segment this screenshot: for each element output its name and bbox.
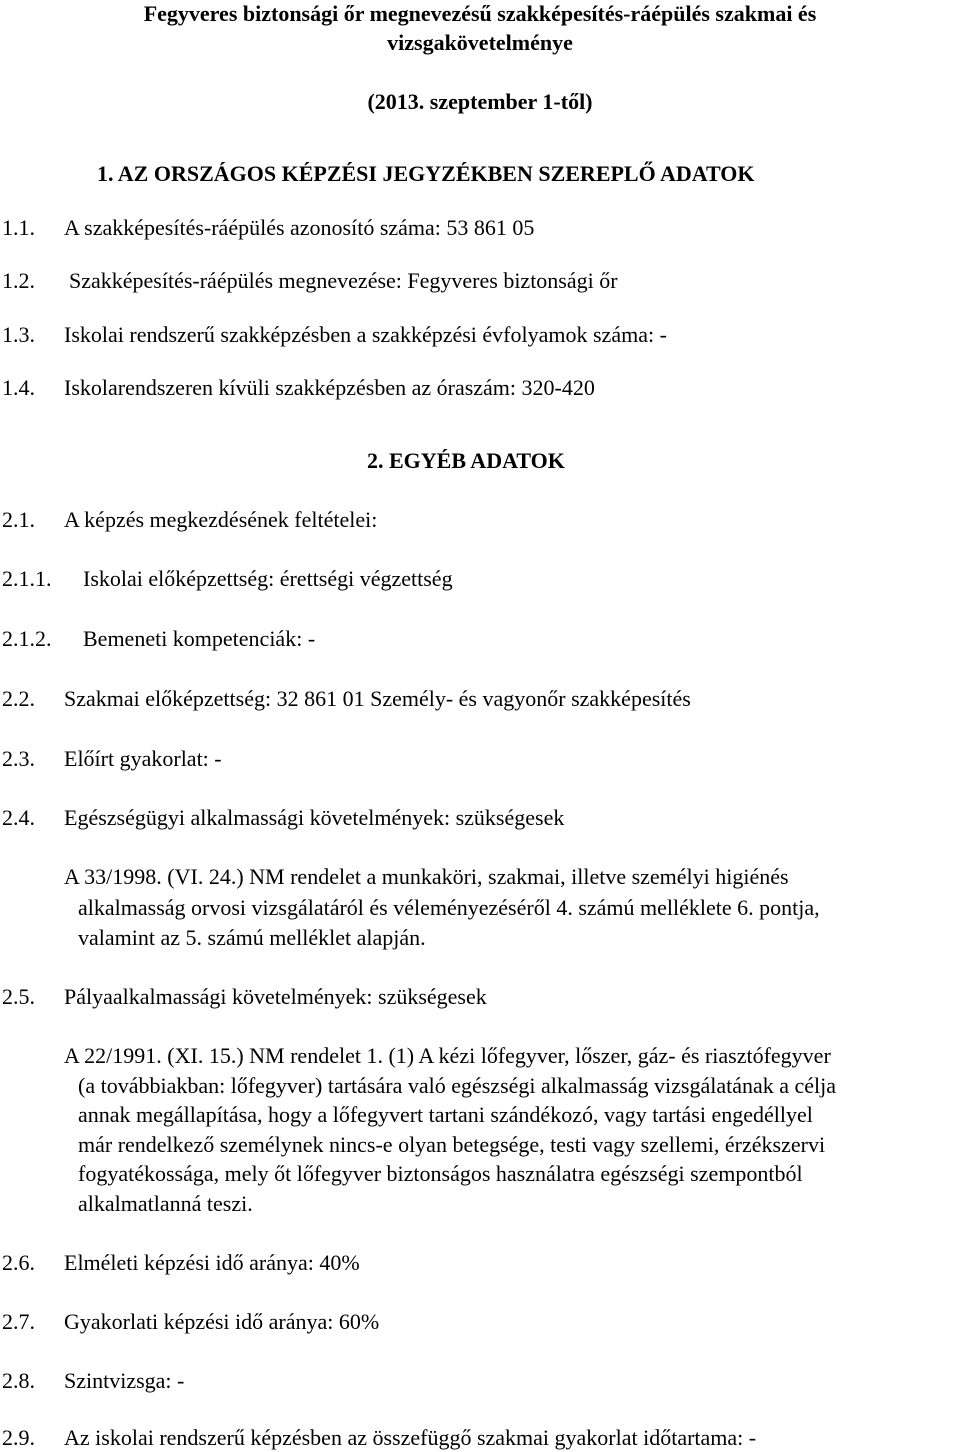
item-text: Az iskolai rendszerű képzésben az összefüggő szakmai gyakorlat időtartama: - bbox=[64, 1425, 757, 1450]
document-date: (2013. szeptember 1-től) bbox=[367, 89, 593, 114]
paragraph-line: alkalmasság orvosi vizsgálatáról és véleményezéséről 4. számú melléklete 6. pontja, bbox=[78, 895, 820, 920]
item-number: 1.4. bbox=[2, 375, 35, 400]
item-text: Iskolai előképzettség: érettségi végzettség bbox=[83, 566, 453, 591]
item-text: Szakmai előképzettség: 32 861 01 Személy- és vagyonőr szakképesítés bbox=[64, 686, 691, 711]
item-number: 2.1.2. bbox=[2, 626, 52, 651]
item-number: 2.1. bbox=[2, 507, 35, 532]
item-text: Pályaalkalmassági követelmények: szükségesek bbox=[64, 984, 487, 1009]
paragraph-line: A 33/1998. (VI. 24.) NM rendelet a munkaköri, szakmai, illetve személyi higiénés bbox=[64, 864, 789, 889]
item-number: 2.4. bbox=[2, 805, 35, 830]
document-title-line2: vizsgakövetelménye bbox=[387, 30, 573, 55]
item-number: 2.6. bbox=[2, 1250, 35, 1275]
item-number: 2.8. bbox=[2, 1368, 35, 1393]
item-text: Bemeneti kompetenciák: - bbox=[83, 626, 316, 651]
item-number: 2.5. bbox=[2, 984, 35, 1009]
item-number: 2.3. bbox=[2, 746, 35, 771]
item-text: Elméleti képzési idő aránya: 40% bbox=[64, 1250, 360, 1275]
item-text: A képzés megkezdésének feltételei: bbox=[64, 507, 378, 532]
paragraph-line: (a továbbiakban: lőfegyver) tartására való egészségi alkalmasság vizsgálatának a célja bbox=[78, 1073, 837, 1098]
item-text: Iskolarendszeren kívüli szakképzésben az óraszám: 320-420 bbox=[64, 375, 595, 400]
item-number: 1.2. bbox=[2, 268, 35, 293]
item-text: Szakképesítés-ráépülés megnevezése: Fegyveres biztonsági őr bbox=[69, 268, 618, 293]
item-number: 2.2. bbox=[2, 686, 35, 711]
item-number: 2.7. bbox=[2, 1309, 35, 1334]
section2-heading: 2. EGYÉB ADATOK bbox=[367, 448, 565, 473]
item-number: 2.9. bbox=[2, 1425, 35, 1450]
paragraph-line: A 22/1991. (XI. 15.) NM rendelet 1. (1) A kézi lőfegyver, lőszer, gáz- és riasztófegyver bbox=[64, 1043, 831, 1068]
item-number: 2.1.1. bbox=[2, 566, 52, 591]
paragraph-line: annak megállapítása, hogy a lőfegyvert tartani szándékozó, vagy tartási engedéllyel bbox=[78, 1102, 813, 1127]
paragraph-line: alkalmatlanná teszi. bbox=[78, 1191, 253, 1216]
item-number: 1.3. bbox=[2, 322, 35, 347]
paragraph-line: már rendelkező személynek nincs-e olyan betegsége, testi vagy szellemi, érzékszervi bbox=[78, 1132, 826, 1157]
item-text: Szintvizsga: - bbox=[64, 1368, 185, 1393]
document-title-line1: Fegyveres biztonsági őr megnevezésű szakképesítés-ráépülés szakmai és bbox=[143, 1, 817, 26]
item-text: Előírt gyakorlat: - bbox=[64, 746, 222, 771]
section1-heading: 1. AZ ORSZÁGOS KÉPZÉSI JEGYZÉKBEN SZEREPLŐ ADATOK bbox=[97, 161, 755, 186]
item-text: A szakképesítés-ráépülés azonosító száma: 53 861 05 bbox=[64, 215, 535, 240]
item-text: Egészségügyi alkalmassági követelmények: szükségesek bbox=[64, 805, 565, 830]
item-number: 1.1. bbox=[2, 215, 35, 240]
item-text: Iskolai rendszerű szakképzésben a szakképzési évfolyamok száma: - bbox=[64, 322, 667, 347]
paragraph-line: valamint az 5. számú melléklet alapján. bbox=[78, 925, 426, 950]
paragraph-line: fogyatékossága, mely őt lőfegyver biztonságos használatra egészségi szempontból bbox=[78, 1161, 803, 1186]
item-text: Gyakorlati képzési idő aránya: 60% bbox=[64, 1309, 380, 1334]
